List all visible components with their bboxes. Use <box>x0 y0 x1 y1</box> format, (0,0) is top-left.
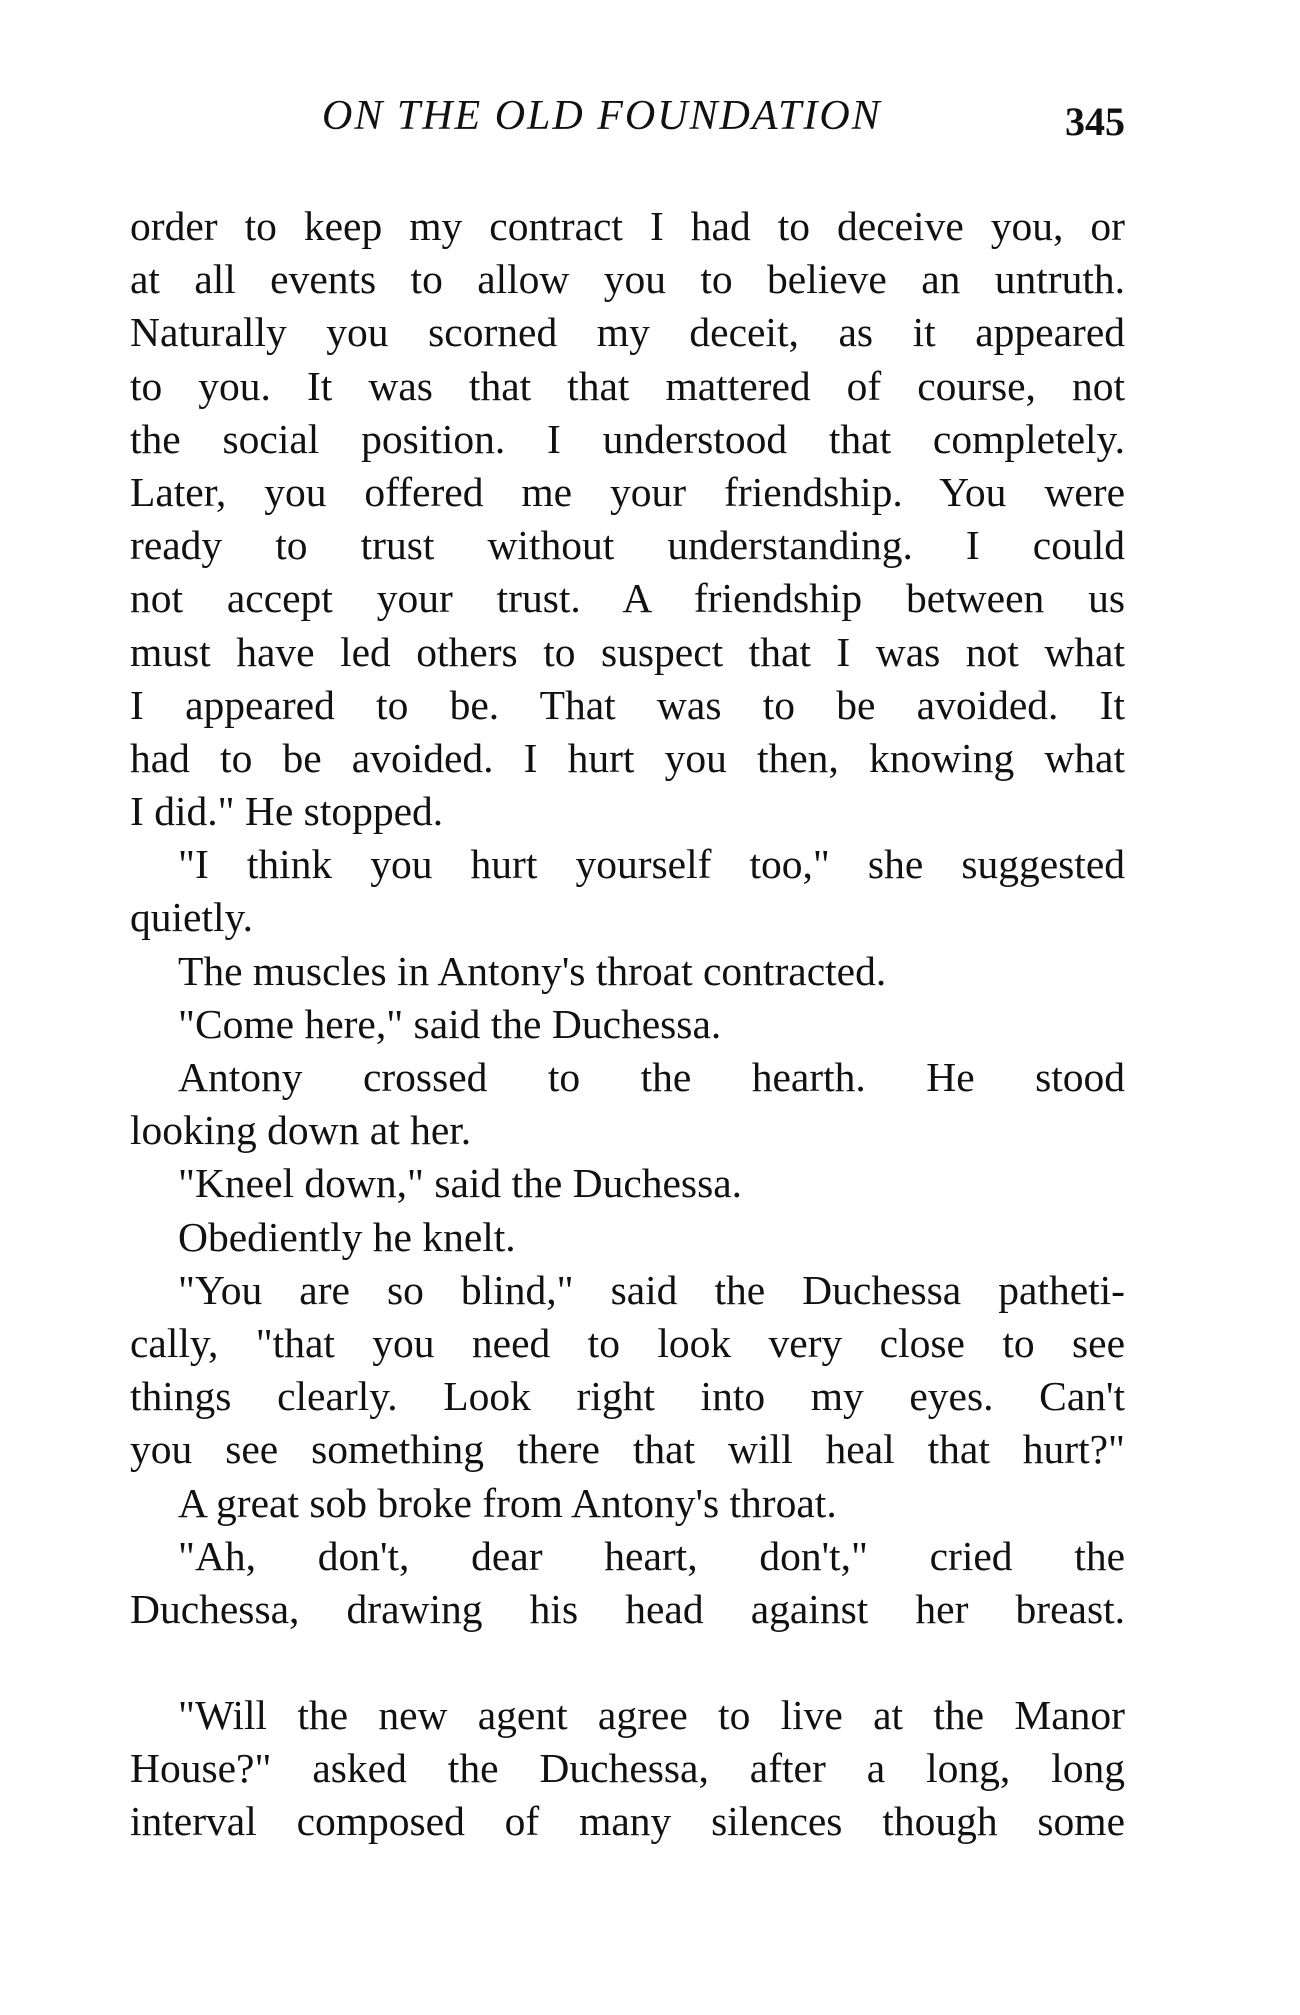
text-line: House?" asked the Duchessa, after a long, long <box>130 1745 1125 1792</box>
text-line: had to be avoided. I hurt you then, knowing what <box>130 734 1125 781</box>
text-line: the social position. I understood that completely. <box>130 415 1125 462</box>
text-line: I appeared to be. That was to be avoided. It <box>130 681 1125 728</box>
text-line: The muscles in Antony's throat contracted. <box>178 947 887 994</box>
page-number: 345 <box>1065 99 1125 144</box>
body-text <box>130 200 1125 1849</box>
text-line: not accept your trust. A friendship between us <box>130 575 1125 622</box>
text-line: "Will the new agent agree to live at the Manor <box>178 1692 1125 1739</box>
text-line: Duchessa, drawing his head against her breast. <box>130 1585 1125 1632</box>
text-line: at all events to allow you to believe an untruth. <box>130 256 1125 303</box>
text-line: A great sob broke from Antony's throat. <box>178 1479 837 1526</box>
text-line: looking down at her. <box>130 1107 472 1154</box>
text-line: "You are so blind," said the Duchessa patheti- <box>178 1266 1125 1313</box>
text-line: Obediently he knelt. <box>178 1213 516 1260</box>
text-line: to you. It was that that mattered of course, not <box>130 362 1125 409</box>
text-line: Antony crossed to the hearth. He stood <box>178 1054 1125 1100</box>
page-header <box>130 92 1125 152</box>
text-line: ready to trust without understanding. I could <box>130 522 1125 569</box>
text-line: interval composed of many silences though some <box>130 1798 1125 1845</box>
text-line: "I think you hurt yourself too," she suggested <box>178 841 1125 888</box>
running-title: ON THE OLD FOUNDATION <box>322 93 882 139</box>
text-line: you see something there that will heal that hurt?" <box>130 1426 1125 1473</box>
text-line: I did." He stopped. <box>130 788 444 835</box>
text-line: Later, you offered me your friendship. You were <box>130 468 1125 515</box>
text-line: "Kneel down," said the Duchessa. <box>178 1160 743 1207</box>
text-line: must have led others to suspect that I was not what <box>130 628 1125 675</box>
section-break <box>130 1636 1125 1689</box>
text-line: cally, "that you need to look very close to see <box>130 1319 1125 1366</box>
text-line: Naturally you scorned my deceit, as it appeared <box>130 309 1125 356</box>
text-line: "Ah, don't, dear heart, don't," cried the <box>178 1532 1125 1579</box>
text-line: order to keep my contract I had to deceive you, or <box>130 203 1125 249</box>
text-line: things clearly. Look right into my eyes. Can't <box>130 1373 1125 1420</box>
text-line: quietly. <box>130 894 253 941</box>
text-line: "Come here," said the Duchessa. <box>178 1000 722 1047</box>
